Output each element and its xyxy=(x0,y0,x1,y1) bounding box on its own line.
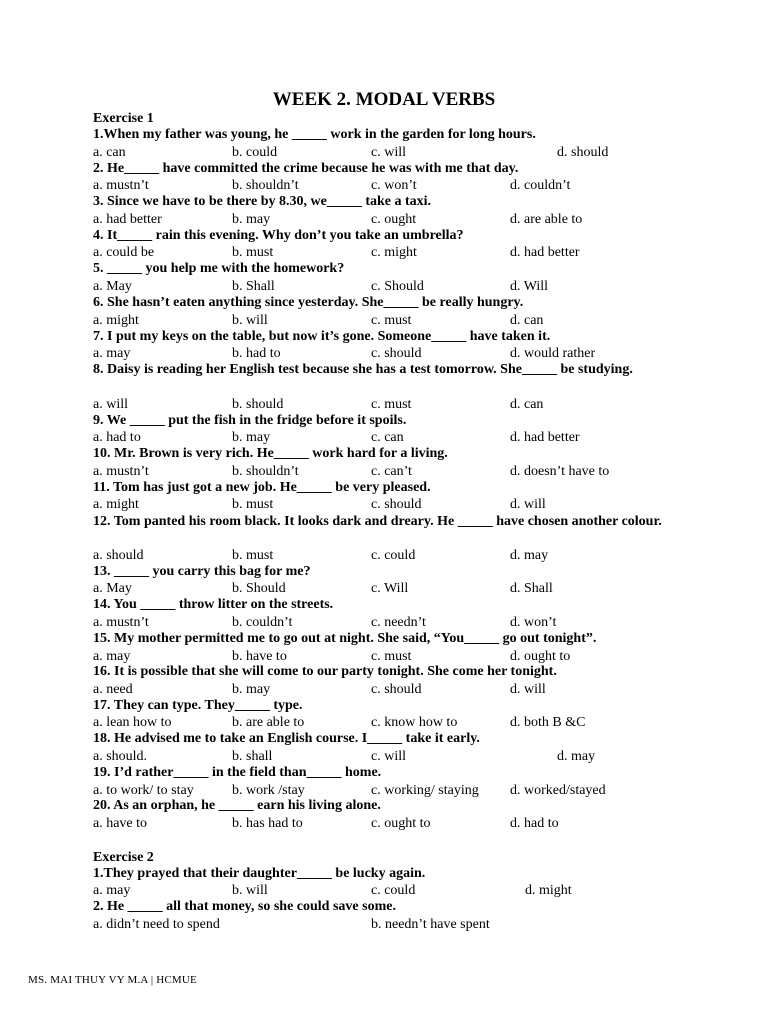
question-10: 10. Mr. Brown is very rich. He_____ work hard for a living. xyxy=(93,446,448,461)
option-d: d. may xyxy=(510,548,549,563)
option-c: c. could xyxy=(371,883,416,898)
question-3: 3. Since we have to be there by 8.30, we_____ take a taxi. xyxy=(93,194,432,209)
option-d: d. might xyxy=(525,883,572,898)
option-c: c. can’t xyxy=(371,464,412,479)
option-b: b. couldn’t xyxy=(232,615,293,630)
option-b: b. could xyxy=(232,145,278,160)
option-b: b. may xyxy=(232,212,271,227)
option-a: a. could be xyxy=(93,245,155,260)
option-c: c. will xyxy=(371,145,406,160)
question-12: 12. Tom panted his room black. It looks dark and dreary. He _____ have chosen another colour. xyxy=(93,514,662,529)
option-d: d. can xyxy=(510,313,544,328)
option-b: b. may xyxy=(232,682,271,697)
option-d: d. may xyxy=(557,749,596,764)
option-a: a. mustn’t xyxy=(93,178,149,193)
option-a: a. didn’t need to spend xyxy=(93,917,220,932)
option-a: a. may xyxy=(93,883,131,898)
option-a: a. lean how to xyxy=(93,715,172,730)
options-9 xyxy=(93,429,733,446)
option-c: c. could xyxy=(371,548,416,563)
question-9: 9. We _____ put the fish in the fridge before it spoils. xyxy=(93,413,407,428)
page-title: WEEK 2. MODAL VERBS xyxy=(272,89,496,110)
option-c: c. will xyxy=(371,749,406,764)
option-d: d. couldn’t xyxy=(510,178,571,193)
ex2-options-1 xyxy=(93,882,733,899)
question-2: 2. He_____ have committed the crime because he was with me that day. xyxy=(93,161,519,176)
option-d: d. worked/stayed xyxy=(510,783,606,798)
option-b: b. needn’t have spent xyxy=(371,917,490,932)
option-c: c. must xyxy=(371,313,412,328)
option-b: b. should xyxy=(232,397,284,412)
question-8: 8. Daisy is reading her English test because she has a test tomorrow. She_____ be studying. xyxy=(93,362,633,377)
option-c: c. know how to xyxy=(371,715,458,730)
option-a: a. mustn’t xyxy=(93,464,149,479)
options-19 xyxy=(93,782,733,799)
options-5 xyxy=(93,278,733,295)
options-2 xyxy=(93,177,733,194)
option-d: d. are able to xyxy=(510,212,583,227)
option-c: c. working/ staying xyxy=(371,783,479,798)
question-19: 19. I’d rather_____ in the field than_____ home. xyxy=(93,765,382,780)
option-a: a. can xyxy=(93,145,126,160)
option-d: d. doesn’t have to xyxy=(510,464,610,479)
question-20: 20. As an orphan, he _____ earn his living alone. xyxy=(93,798,381,813)
option-b: b. Shall xyxy=(232,279,275,294)
options-18 xyxy=(93,748,733,765)
option-a: a. had to xyxy=(93,430,141,445)
option-a: a. should xyxy=(93,548,144,563)
option-d: d. will xyxy=(510,497,546,512)
options-20 xyxy=(93,815,733,832)
option-c: c. must xyxy=(371,397,412,412)
option-a: a. May xyxy=(93,279,132,294)
question-17: 17. They can type. They_____ type. xyxy=(93,698,303,713)
options-13 xyxy=(93,580,733,597)
option-c: c. won’t xyxy=(371,178,417,193)
ex2-question-2: 2. He _____ all that money, so she could save some. xyxy=(93,899,396,914)
options-1 xyxy=(93,144,733,161)
option-b: b. are able to xyxy=(232,715,305,730)
page-footer: MS. MAI THUY VY M.A | HCMUE xyxy=(28,974,197,986)
option-b: b. shall xyxy=(232,749,273,764)
question-4: 4. It_____ rain this evening. Why don’t you take an umbrella? xyxy=(93,228,464,243)
ex2-question-1: 1.They prayed that their daughter_____ be lucky again. xyxy=(93,866,426,881)
option-d: d. Will xyxy=(510,279,549,294)
option-d: d. should xyxy=(557,145,609,160)
option-d: d. can xyxy=(510,397,544,412)
question-7: 7. I put my keys on the table, but now it’s gone. Someone_____ have taken it. xyxy=(93,329,551,344)
exercise-1-heading: Exercise 1 xyxy=(93,111,154,126)
option-b: b. has had to xyxy=(232,816,303,831)
option-c: c. must xyxy=(371,649,412,664)
option-d: d. had better xyxy=(510,245,580,260)
option-a: a. might xyxy=(93,497,139,512)
question-1: 1.When my father was young, he _____ work in the garden for long hours. xyxy=(93,127,536,142)
question-11: 11. Tom has just got a new job. He_____ be very pleased. xyxy=(93,480,431,495)
option-c: c. should xyxy=(371,346,422,361)
option-b: b. shouldn’t xyxy=(232,464,299,479)
option-b: b. must xyxy=(232,497,274,512)
options-10 xyxy=(93,463,733,480)
option-c: c. should xyxy=(371,682,422,697)
options-4 xyxy=(93,244,733,261)
option-b: b. will xyxy=(232,883,268,898)
question-18: 18. He advised me to take an English course. I_____ take it early. xyxy=(93,731,480,746)
question-6: 6. She hasn’t eaten anything since yesterday. She_____ be really hungry. xyxy=(93,295,524,310)
option-b: b. will xyxy=(232,313,268,328)
option-d: d. both B &C xyxy=(510,715,586,730)
question-15: 15. My mother permitted me to go out at night. She said, “You_____ go out tonight”. xyxy=(93,631,597,646)
option-d: d. had better xyxy=(510,430,580,445)
option-b: b. work /stay xyxy=(232,783,305,798)
option-a: a. might xyxy=(93,313,139,328)
options-6 xyxy=(93,312,733,329)
option-b: b. had to xyxy=(232,346,281,361)
option-c: c. ought xyxy=(371,212,417,227)
question-5: 5. _____ you help me with the homework? xyxy=(93,261,345,276)
option-d: d. had to xyxy=(510,816,559,831)
question-14: 14. You _____ throw litter on the streets. xyxy=(93,597,334,612)
option-a: a. to work/ to stay xyxy=(93,783,194,798)
options-16 xyxy=(93,681,733,698)
question-16: 16. It is possible that she will come to our party tonight. She come her tonight. xyxy=(93,664,557,679)
options-14 xyxy=(93,614,733,631)
options-12 xyxy=(93,547,733,564)
option-d: d. won’t xyxy=(510,615,557,630)
options-15 xyxy=(93,648,733,665)
option-a: a. may xyxy=(93,649,131,664)
option-a: a. need xyxy=(93,682,133,697)
ex2-options-2 xyxy=(93,916,733,933)
option-b: b. shouldn’t xyxy=(232,178,299,193)
option-c: c. Will xyxy=(371,581,409,596)
options-11 xyxy=(93,496,733,513)
option-b: b. Should xyxy=(232,581,286,596)
option-a: a. mustn’t xyxy=(93,615,149,630)
option-b: b. may xyxy=(232,430,271,445)
option-a: a. will xyxy=(93,397,128,412)
exercise-2-heading: Exercise 2 xyxy=(93,850,154,865)
option-b: b. must xyxy=(232,245,274,260)
option-d: d. will xyxy=(510,682,546,697)
options-17 xyxy=(93,714,733,731)
option-d: d. ought to xyxy=(510,649,571,664)
option-d: d. would rather xyxy=(510,346,596,361)
options-3 xyxy=(93,211,733,228)
options-8 xyxy=(93,396,733,413)
option-b: b. have to xyxy=(232,649,287,664)
option-c: c. should xyxy=(371,497,422,512)
option-c: c. can xyxy=(371,430,404,445)
option-a: a. May xyxy=(93,581,132,596)
question-13: 13. _____ you carry this bag for me? xyxy=(93,564,311,579)
option-a: a. have to xyxy=(93,816,148,831)
option-c: c. needn’t xyxy=(371,615,426,630)
option-c: c. might xyxy=(371,245,417,260)
options-7 xyxy=(93,345,733,362)
option-c: c. ought to xyxy=(371,816,431,831)
option-a: a. had better xyxy=(93,212,162,227)
option-a: a. may xyxy=(93,346,131,361)
option-a: a. should. xyxy=(93,749,148,764)
option-c: c. Should xyxy=(371,279,424,294)
option-d: d. Shall xyxy=(510,581,553,596)
option-b: b. must xyxy=(232,548,274,563)
